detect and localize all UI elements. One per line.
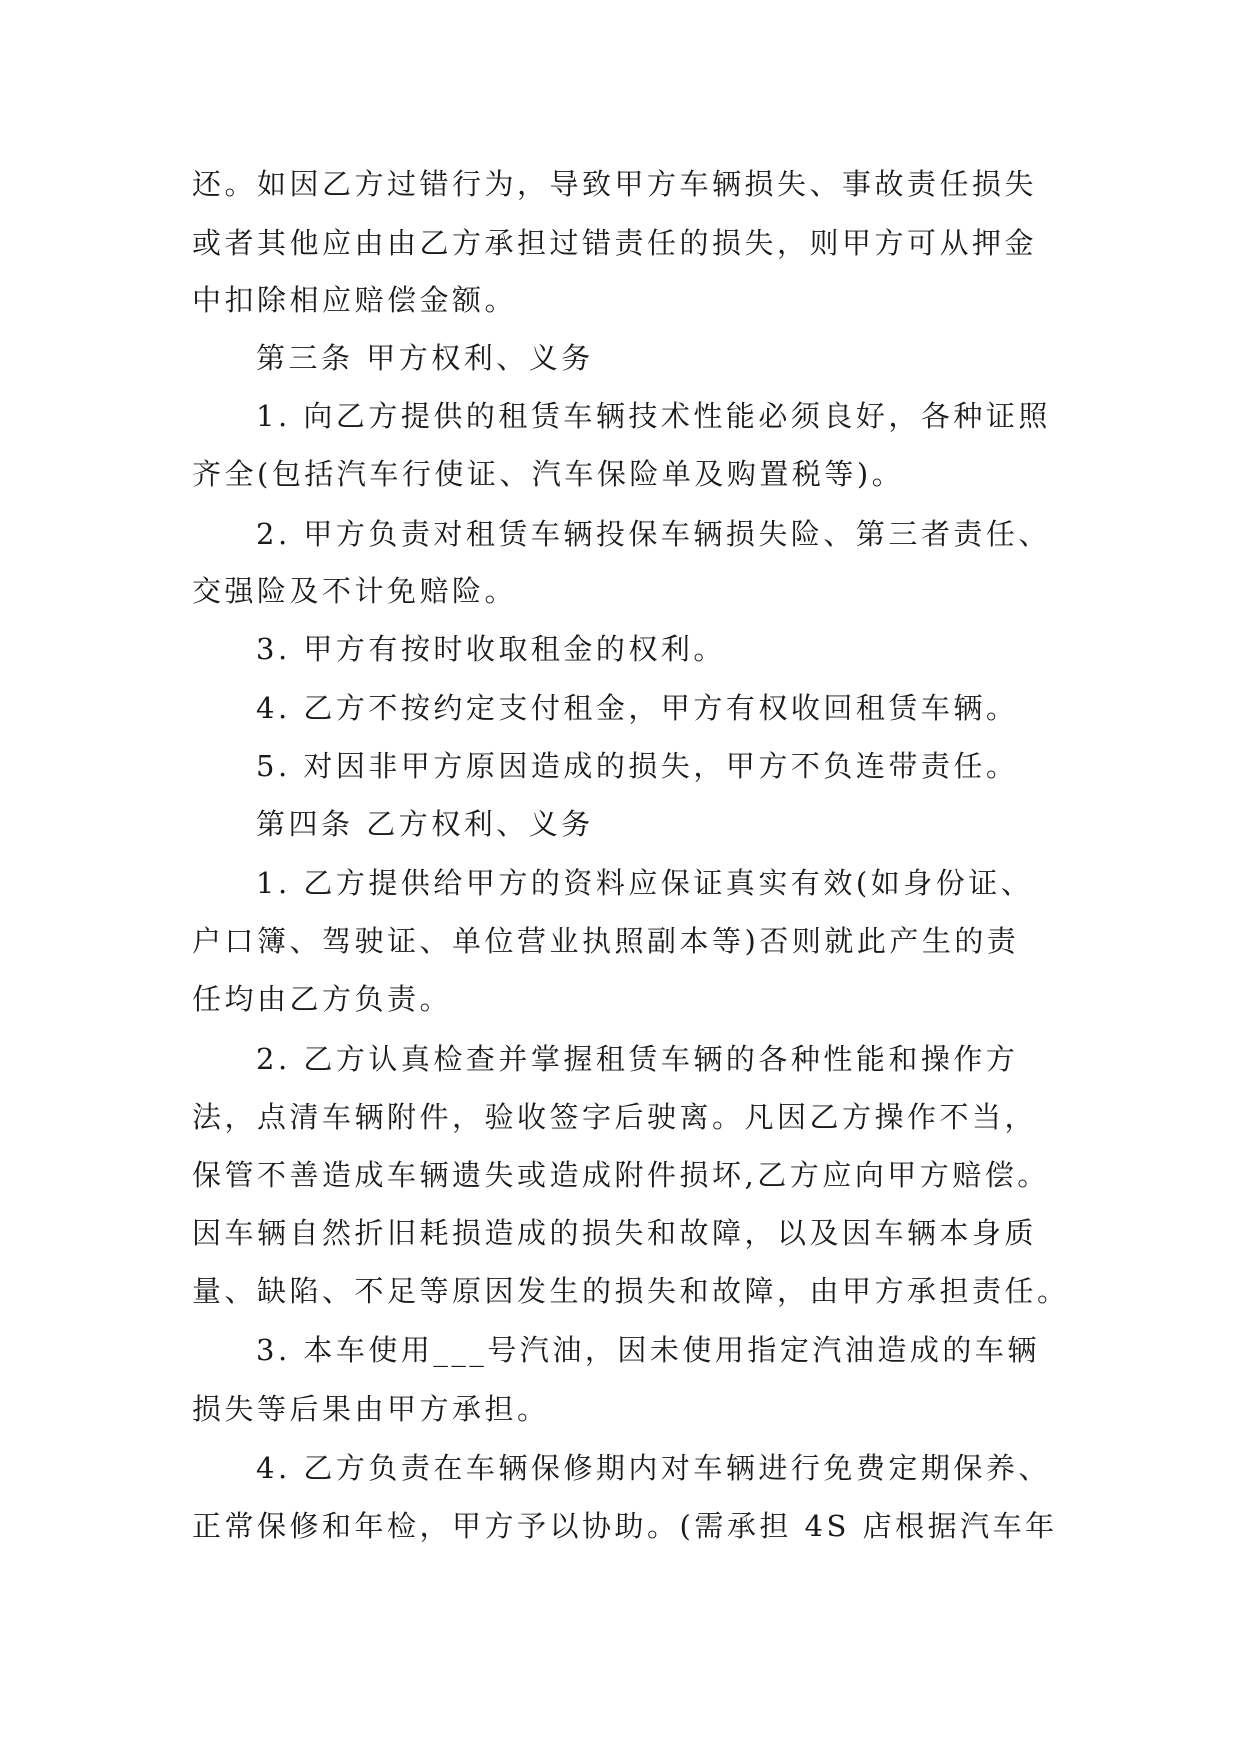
text-line: 正常保修和年检，甲方予以协助。(需承担 4S 店根据汽车年 bbox=[192, 1509, 1058, 1543]
text-line: 损失等后果由甲方承担。 bbox=[192, 1392, 550, 1426]
text-line: 2. 乙方认真检查并掌握租赁车辆的各种性能和操作方 bbox=[256, 1042, 1019, 1076]
text-line: 3. 甲方有按时收取租金的权利。 bbox=[256, 632, 726, 666]
text-line: 因车辆自然折旧耗损造成的损失和故障，以及因车辆本身质 bbox=[192, 1216, 1038, 1250]
section-heading-4: 第四条 乙方权利、义务 bbox=[256, 807, 594, 841]
text-line: 量、缺陷、不足等原因发生的损失和故障，由甲方承担责任。 bbox=[192, 1274, 1070, 1308]
text-line: 3. 本车使用___号汽油，因未使用指定汽油造成的车辆 bbox=[256, 1333, 1040, 1367]
text-line: 任均由乙方负责。 bbox=[192, 982, 453, 1016]
text-line: 中扣除相应赔偿金额。 bbox=[192, 283, 518, 317]
text-line: 还。如因乙方过错行为，导致甲方车辆损失、事故责任损失 bbox=[192, 167, 1038, 201]
section-heading-3: 第三条 甲方权利、义务 bbox=[256, 341, 594, 375]
text-line: 1. 乙方提供给甲方的资料应保证真实有效(如身份证、 bbox=[256, 866, 1034, 900]
text-line: 户口簿、驾驶证、单位营业执照副本等)否则就此产生的责 bbox=[192, 924, 1020, 958]
text-line: 4. 乙方负责在车辆保修期内对车辆进行免费定期保养、 bbox=[256, 1451, 1051, 1485]
text-line: 4. 乙方不按约定支付租金，甲方有权收回租赁车辆。 bbox=[256, 691, 1019, 725]
text-line: 齐全(包括汽车行使证、汽车保险单及购置税等)。 bbox=[192, 457, 905, 491]
text-line: 2. 甲方负责对租赁车辆投保车辆损失险、第三者责任、 bbox=[256, 517, 1051, 551]
text-line: 1. 向乙方提供的租赁车辆技术性能必须良好，各种证照 bbox=[256, 399, 1051, 433]
text-line: 5. 对因非甲方原因造成的损失，甲方不负连带责任。 bbox=[256, 749, 1019, 783]
text-line: 或者其他应由由乙方承担过错责任的损失，则甲方可从押金 bbox=[192, 226, 1038, 260]
text-line: 交强险及不计免赔险。 bbox=[192, 574, 518, 608]
text-line: 保管不善造成车辆遗失或造成附件损坏,乙方应向甲方赔偿。 bbox=[192, 1158, 1050, 1192]
text-line: 法，点清车辆附件，验收签字后驶离。凡因乙方操作不当， bbox=[192, 1100, 1038, 1134]
